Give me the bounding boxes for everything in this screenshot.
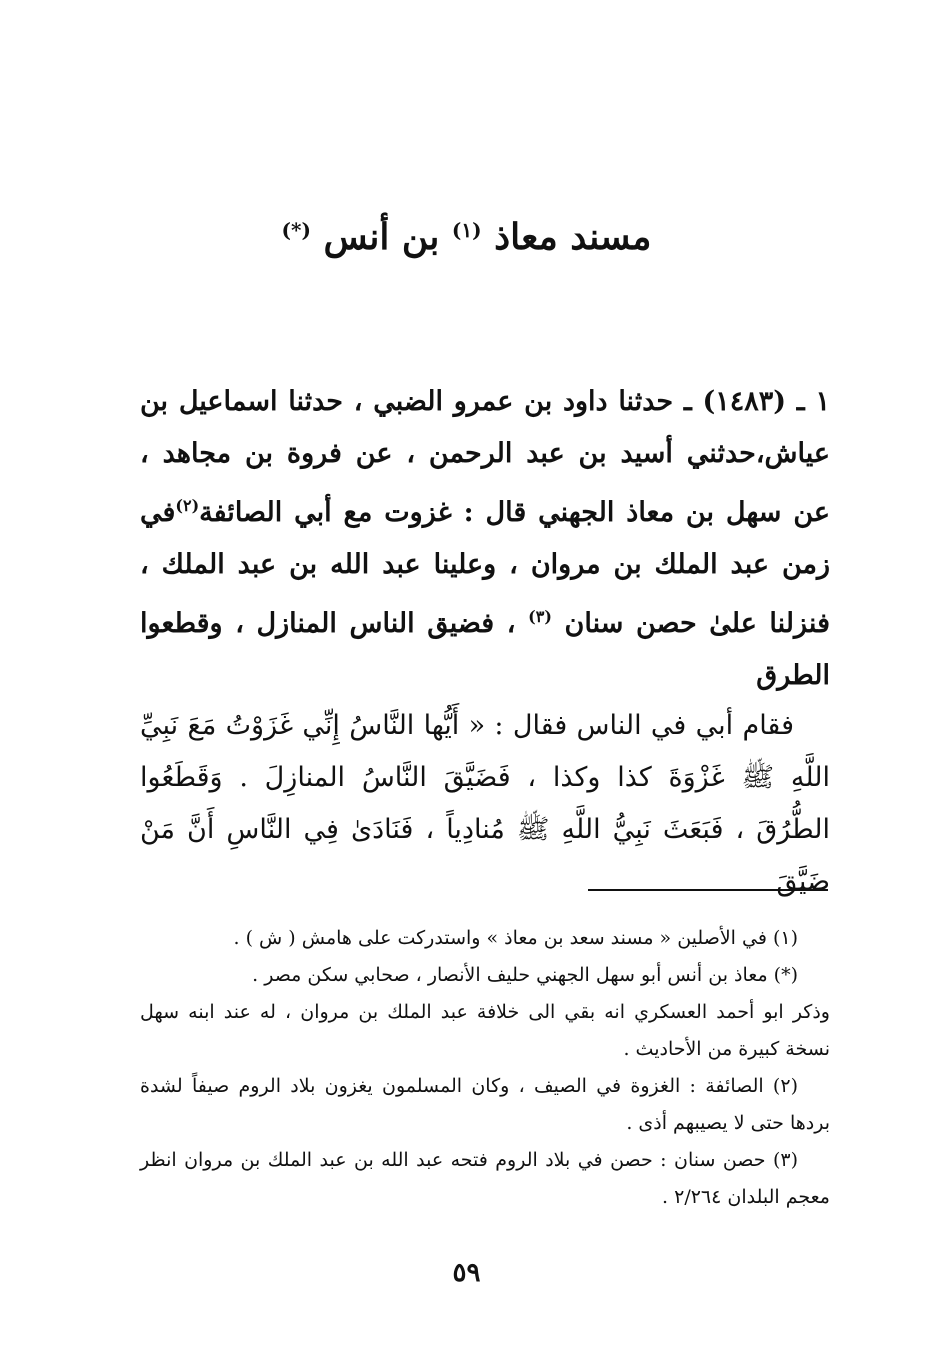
chapter-title	[0, 200, 933, 267]
footnote-1: (١) في الأصلين « مسند سعد بن معاذ » واستدركت على هامش ( ش ) .	[233, 927, 798, 949]
para1-note-ref-2: (٢)	[175, 496, 200, 515]
footnotes	[140, 920, 830, 1216]
footnote-3: (٣) حصن سنان : حصن في بلاد الروم فتحه عبد الله بن عبد الملك بن مروان انظر معجم البلدان ٢/٢٦٤ .	[140, 1149, 830, 1208]
para1-part1: ١ ـ (١٤٨٣) ـ حدثنا داود بن عمرو الضبي ، حدثنا اسماعيل بن عياش،حدثني أسيد بن عبد الرحمن ، عن فروة بن مجاهد ، عن سهل بن معاذ الجهني قال : غزوت مع أبي الصائفة	[140, 386, 830, 528]
hadith-paragraph-1	[140, 376, 830, 702]
title-text-after: بن أنس	[323, 216, 440, 258]
footnote-divider	[588, 889, 828, 891]
para1-part3: ، فضيق الناس المنازل ، وقطعوا الطرق	[140, 608, 830, 691]
hadith-paragraph-2: فقام أبي في الناس فقال : « أَيُّها النَّاسُ إِنِّي غَزَوْتُ مَعَ نَبِيِّ اللَّهِ ﷺ غَزْوَةَ كذا وكذا ، فَضَيَّقَ النَّاسُ المنازِلَ . وَقَطَعُوا الطُّرُقَ ، فَبَعَثَ نَبِيُّ اللَّهِ ﷺ مُنادِياً ، فَنَادَىٰ فِي النَّاسِ أَنَّ مَنْ ضَيَّقَ	[140, 710, 830, 897]
footnote-star: (*) معاذ بن أنس أبو سهل الجهني حليف الأنصار ، صحابي سكن مصر .	[252, 964, 798, 986]
para1-part2: في زمن عبد الملك بن مروان ، وعلينا عبد الله بن عبد الملك ، فنزلنا علىٰ حصن سنان	[140, 497, 830, 639]
title-text-before: مسند معاذ	[494, 216, 652, 258]
footnote-2: (٢) الصائفة : الغزوة في الصيف ، وكان المسلمون يغزون بلاد الروم صيفاً لشدة بردها حتى لا يصيبهم أذى .	[140, 1075, 830, 1134]
footnote-star-continued: وذكر ابو أحمد العسكري انه بقي الى خلافة عبد الملك بن مروان ، له عند ابنه سهل نسخة كبيرة من الأحاديث .	[140, 1001, 830, 1060]
page-number: ٥٩	[452, 1258, 481, 1288]
title-note-ref-star: (*)	[281, 218, 311, 242]
title-note-ref-1: (١)	[451, 218, 482, 242]
para1-note-ref-3: (٣)	[528, 607, 552, 626]
